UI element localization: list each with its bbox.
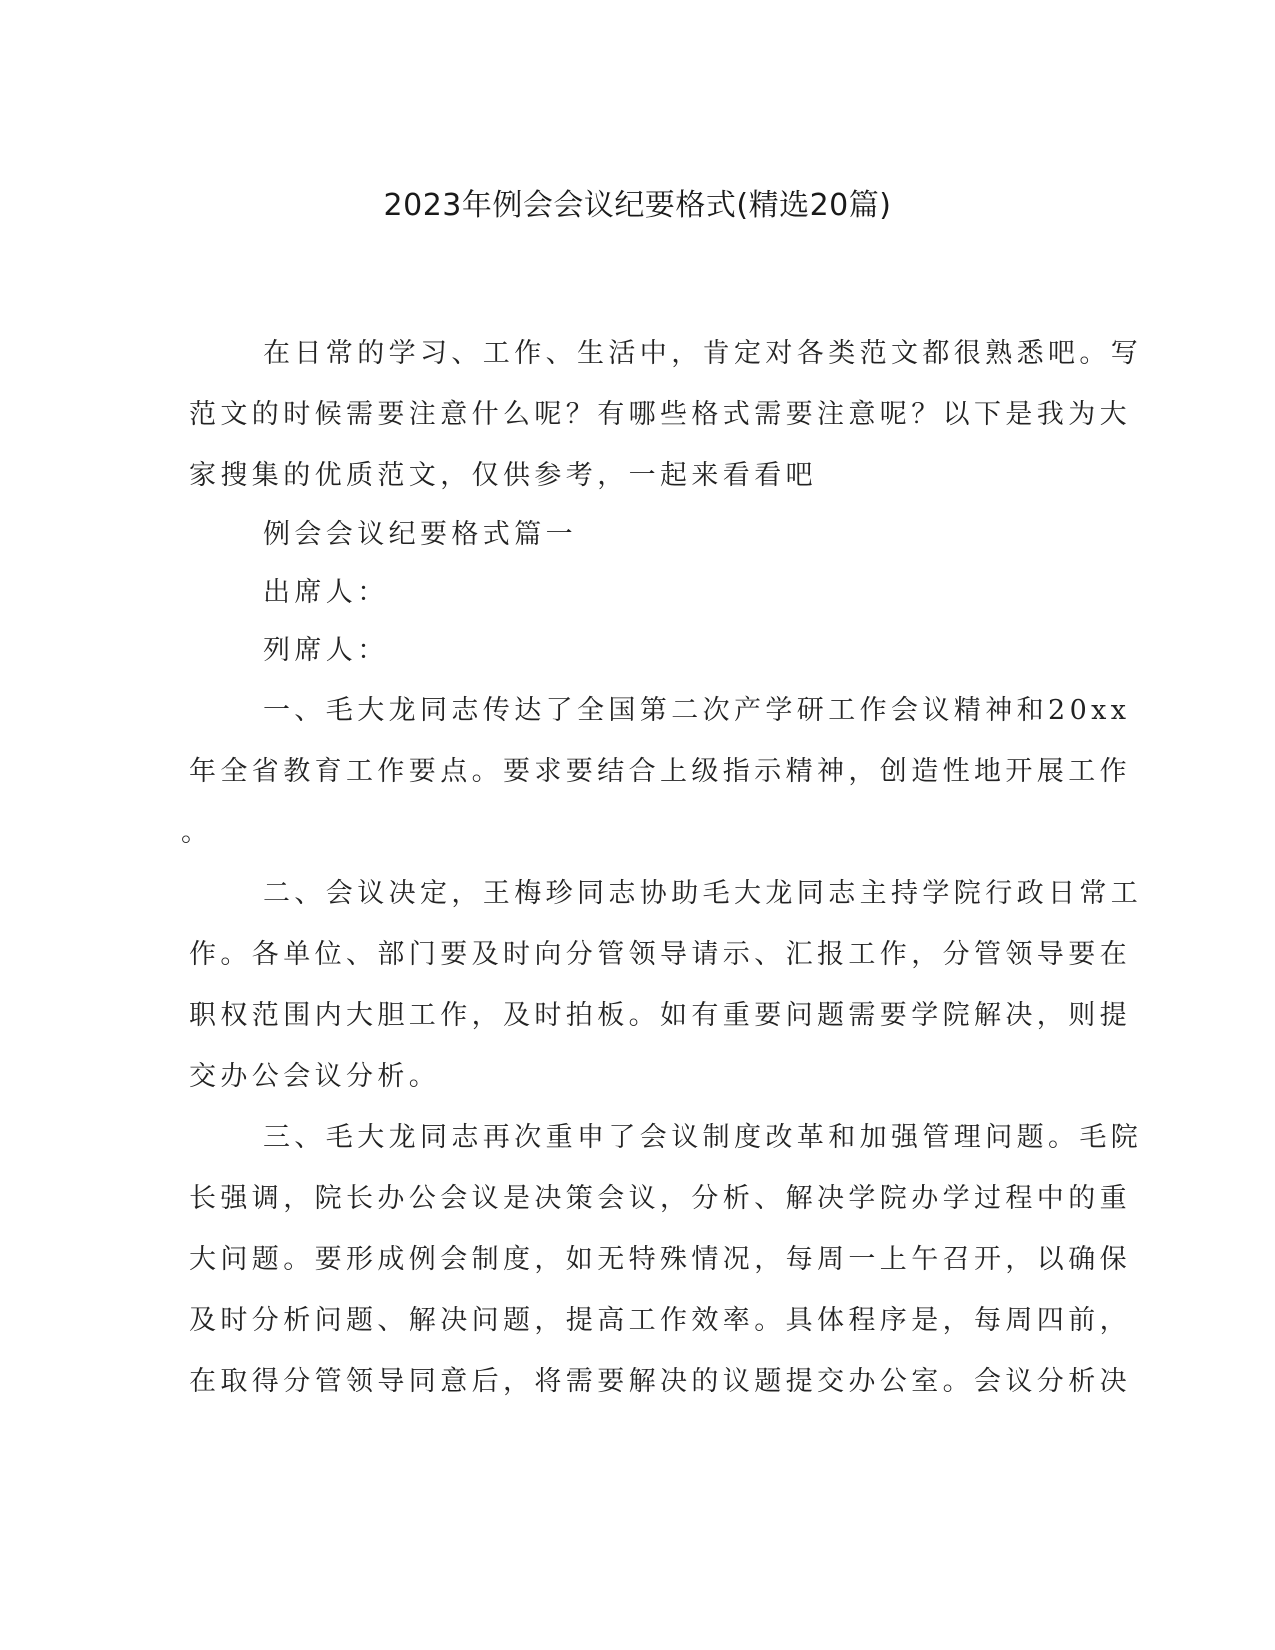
paragraph-line: 一、毛大龙同志传达了全国第二次产学研工作会议精神和20xx	[263, 695, 1131, 726]
document-body	[181, 323, 1143, 1412]
paragraph-line: 职权范围内大胆工作，及时拍板。如有重要问题需要学院解决，则提	[189, 1000, 1131, 1031]
paragraph-line: 长强调，院长办公会议是决策会议，分析、解决学院办学过程中的重	[189, 1183, 1131, 1214]
paragraph-line: 三、毛大龙同志再次重申了会议制度改革和加强管理问题。毛院	[263, 1122, 1143, 1153]
paragraph-line: 作。各单位、部门要及时向分管领导请示、汇报工作，分管领导要在	[189, 939, 1131, 970]
paragraph-line: 二、会议决定，王梅珍同志协助毛大龙同志主持学院行政日常工	[263, 878, 1143, 909]
document-title: 2023年例会会议纪要格式(精选20篇)	[383, 188, 892, 223]
paragraph-line: 交办公会议分析。	[189, 1061, 441, 1092]
paragraph-line: 。	[181, 817, 213, 848]
paragraph-line: 范文的时候需要注意什么呢？有哪些格式需要注意呢？以下是我为大	[189, 399, 1131, 430]
section-heading: 例会会议纪要格式篇一	[263, 519, 577, 550]
paragraph-line: 家搜集的优质范文，仅供参考，一起来看看吧	[189, 460, 817, 491]
paragraph-line: 在日常的学习、工作、生活中，肯定对各类范文都很熟悉吧。写	[263, 338, 1143, 369]
paragraph-line: 年全省教育工作要点。要求要结合上级指示精神，创造性地开展工作	[189, 756, 1131, 787]
paragraph-line: 大问题。要形成例会制度，如无特殊情况，每周一上午召开，以确保	[189, 1244, 1131, 1275]
observers-label: 列席人：	[263, 635, 389, 666]
paragraph-line: 及时分析问题、解决问题，提高工作效率。具体程序是，每周四前，	[189, 1305, 1131, 1336]
paragraph-line: 在取得分管领导同意后，将需要解决的议题提交办公室。会议分析决	[189, 1366, 1131, 1397]
attendees-label: 出席人：	[263, 577, 389, 608]
